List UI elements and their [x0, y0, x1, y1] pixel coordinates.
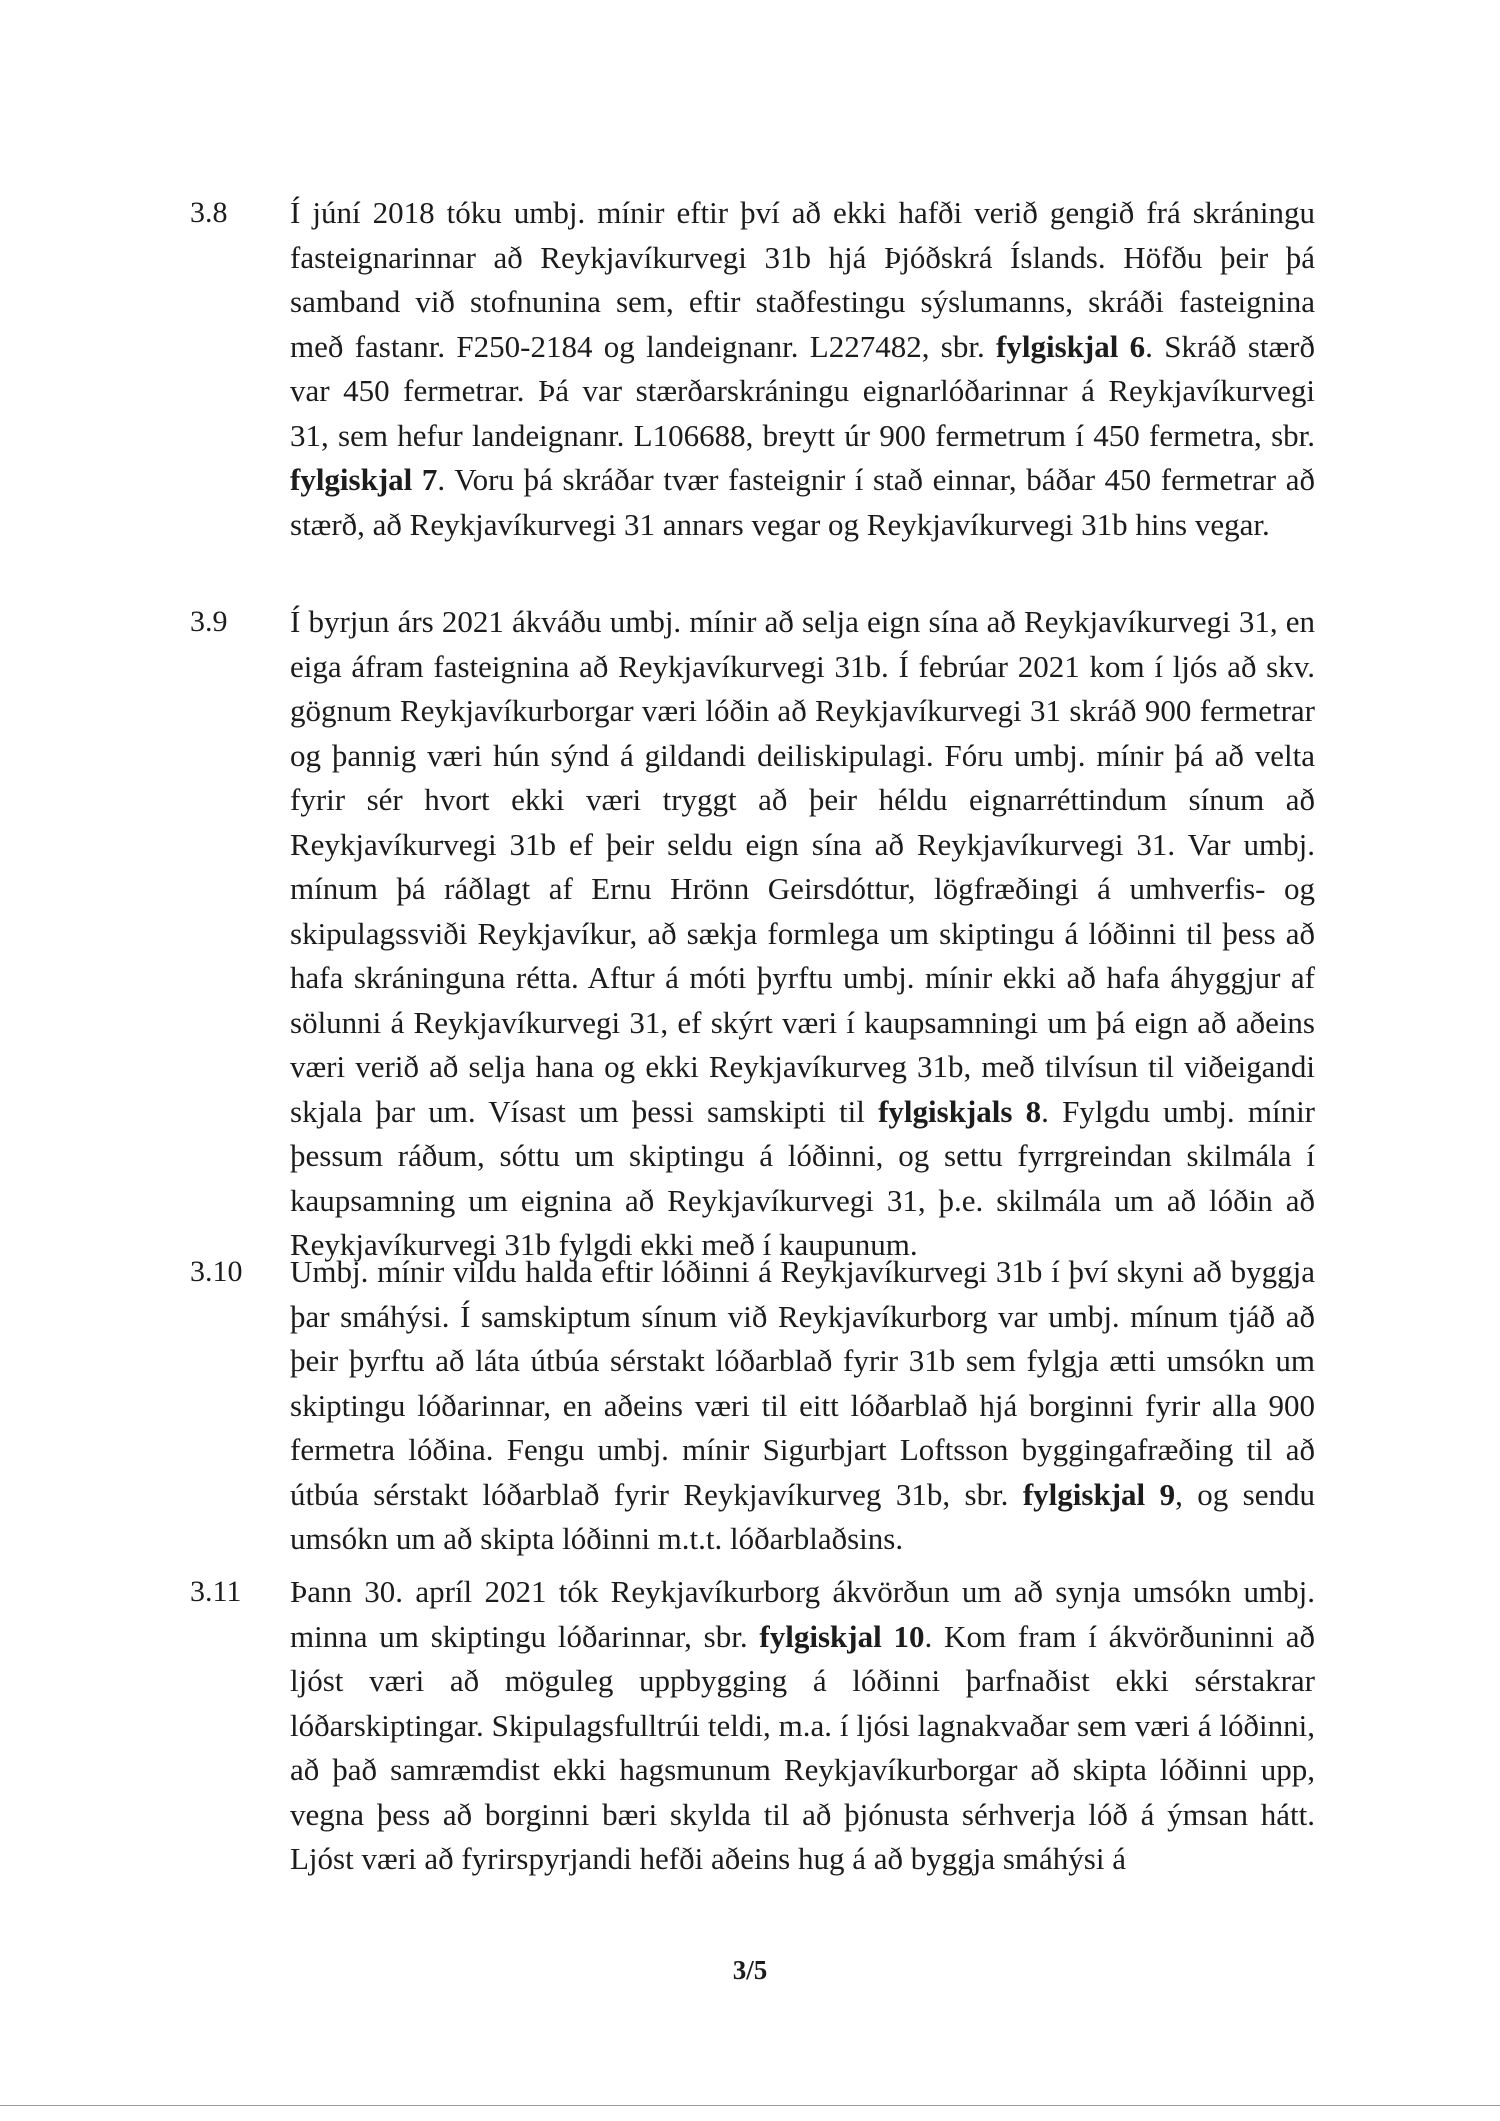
section-paragraph	[290, 1570, 1315, 1882]
paragraph-text: Þann 30. apríl 2021 tók Reykjavíkurborg ákvörðun um að synja umsókn umbj. minna um skiptingu lóðarinnar, sbr.	[290, 1574, 1315, 1654]
section-number: 3.10	[190, 1255, 243, 1288]
paragraph-text: , og sendu umsókn um að skipta lóðinni m.t.t. lóðarblaðsins.	[290, 1476, 1315, 1556]
paragraph-text: Í júní 2018 tóku umbj. mínir eftir því að ekki hafði verið gengið frá skráningu fasteignarinnar að Reykjavíkurvegi 31b hjá Þjóðskrá Íslands. Höfðu þeir þá samband við stofnunina sem, eftir staðfestingu sýslumanns, skráði fasteignina með fastanr. F250-2184 og landeignanr. L227482, sbr.	[290, 195, 1315, 364]
paragraph-text: Umbj. mínir vildu halda eftir lóðinni á Reykjavíkurvegi 31b í því skyni að byggja þar smáhýsi. Í samskiptum sínum við Reykjavíkurborg var umbj. mínum tjáð að þeir þyrftu að láta útbúa sérstakt lóðarblað fyrir 31b sem fylgja ætti umsókn um skiptingu lóðarinnar, en aðeins væri til eitt lóðarblað hjá borginni fyrir alla 900 fermetra lóðina. Fengu umbj. mínir Sigurbjart Loftsson byggingafræðing til að útbúa sérstakt lóðarblað fyrir Reykjavíkurveg 31b, sbr.	[290, 1254, 1315, 1512]
section-number: 3.9	[190, 605, 228, 638]
section-paragraph	[290, 600, 1315, 1268]
paragraph-text: . Fylgdu umbj. mínir þessum ráðum, sóttu um skiptingu á lóðinni, og settu fyrrgreindan skilmála í kaupsamning um eignina að Reykjavíkurvegi 31, þ.e. skilmála um að lóðin að Reykjavíkurvegi 31b fylgdi ekki með í kaupunum.	[290, 1093, 1315, 1262]
footer-divider	[0, 2105, 1500, 2106]
section-paragraph	[290, 1250, 1315, 1562]
section-paragraph	[290, 191, 1315, 547]
paragraph-reference: fylgiskjal 6	[996, 328, 1146, 364]
section-number: 3.11	[190, 1575, 242, 1608]
paragraph-text: . Voru þá skráðar tvær fasteignir í stað einnar, báðar 450 fermetrar að stærð, að Reykjavíkurvegi 31 annars vegar og Reykjavíkurvegi 31b hins vegar.	[290, 462, 1315, 542]
paragraph-reference: fylgiskjal 7	[290, 462, 438, 497]
paragraph-text: . Kom fram í ákvörðuninni að ljóst væri að möguleg uppbygging á lóðinni þarfnaðist ekki sérstakrar lóðarskiptingar. Skipulagsfulltrúi teldi, m.a. í ljósi lagnakvaðar sem væri á lóðinni, að það samræmdist ekki hagsmunum Reykjavíkurborgar að skipta lóðinni upp, vegna þess að borginni bæri skylda til að þjónusta sérhverja lóð á ýmsan hátt. Ljóst væri að fyrirspyrjandi hefði aðeins hug á að byggja smáhýsi á	[290, 1618, 1316, 1876]
paragraph-text: Í byrjun árs 2021 ákváðu umbj. mínir að selja eign sína að Reykjavíkurvegi 31, en eiga áfram fasteignina að Reykjavíkurvegi 31b. Í febrúar 2021 kom í ljós að skv. gögnum Reykjavíkurborgar væri lóðin að Reykjavíkurvegi 31 skráð 900 fermetrar og þannig væri hún sýnd á gildandi deiliskipulagi. Fóru umbj. mínir þá að velta fyrir sér hvort ekki væri tryggt að þeir héldu eignarréttindum sínum að Reykjavíkurvegi 31b ef þeir seldu eign sína að Reykjavíkurvegi 31. Var umbj. mínum þá ráðlagt af Ernu Hrönn Geirsdóttur, lögfræðingi á umhverfis- og skipulagssviði Reykjavíkur, að sækja formlega um skiptingu á lóðinni til þess að hafa skráninguna rétta. Aftur á móti þyrftu umbj. mínir ekki að hafa áhyggjur af sölunni á Reykjavíkurvegi 31, ef skýrt væri í kaupsamningi um þá eign að aðeins væri verið að selja hana og ekki Reykjavíkurveg 31b, með tilvísun til viðeigandi skjala þar um. Vísast um þessi samskipti til	[290, 604, 1315, 1129]
paragraph-reference: fylgiskjals 8	[878, 1093, 1042, 1129]
paragraph-reference: fylgiskjal 10	[759, 1618, 925, 1654]
section-number: 3.8	[190, 196, 228, 229]
paragraph-text: . Skráð stærð var 450 fermetrar. Þá var stærðarskráningu eignarlóðarinnar á Reykjavíkurvegi 31, sem hefur landeignanr. L106688, breytt úr 900 fermetrum í 450 fermetra, sbr.	[290, 328, 1316, 453]
page-number: 3/5	[732, 1955, 768, 1985]
paragraph-reference: fylgiskjal 9	[1022, 1476, 1176, 1512]
